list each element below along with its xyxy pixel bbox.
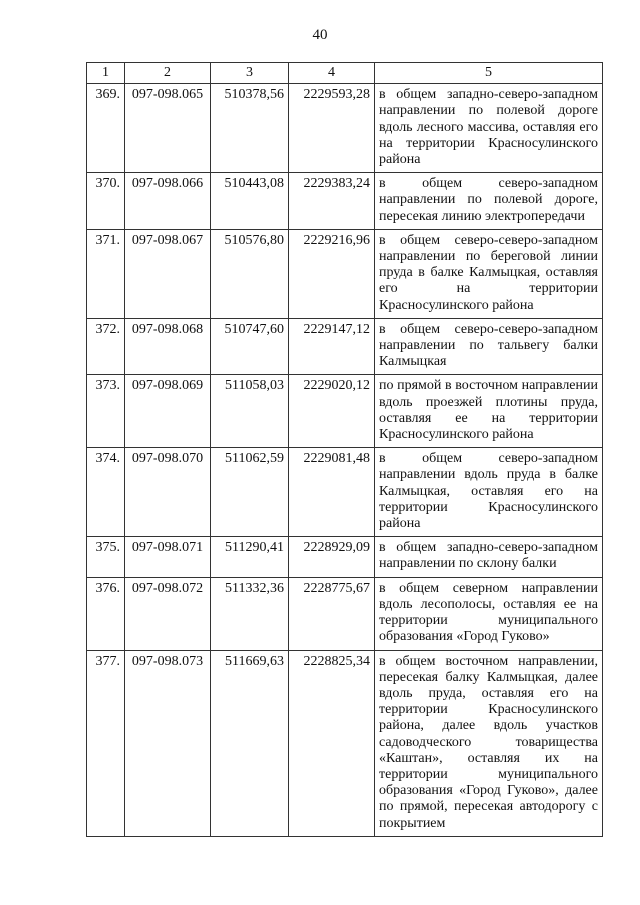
x-coordinate: 510443,08 [211, 173, 289, 230]
y-coordinate: 2229081,48 [289, 448, 375, 537]
x-coordinate: 510378,56 [211, 84, 289, 173]
table-row [87, 173, 603, 230]
y-coordinate: 2229383,24 [289, 173, 375, 230]
y-coordinate: 2229020,12 [289, 375, 375, 448]
boundary-points-table [86, 62, 603, 837]
table-row [87, 537, 603, 577]
x-coordinate: 510747,60 [211, 318, 289, 375]
point-code: 097-098.073 [125, 650, 211, 836]
column-header-number: 1 [87, 63, 125, 84]
row-number: 369. [87, 84, 125, 173]
table-row [87, 318, 603, 375]
boundary-description: в общем северном направлении вдоль лесополосы, оставляя ее на территории муниципального образования «Город Гуково» [375, 577, 603, 650]
y-coordinate: 2229216,96 [289, 229, 375, 318]
x-coordinate: 511062,59 [211, 448, 289, 537]
boundary-description: в общем западно-северо-западном направлении по склону балки [375, 537, 603, 577]
y-coordinate: 2228825,34 [289, 650, 375, 836]
y-coordinate: 2228775,67 [289, 577, 375, 650]
table-row [87, 650, 603, 836]
point-code: 097-098.068 [125, 318, 211, 375]
row-number: 374. [87, 448, 125, 537]
table-row [87, 84, 603, 173]
boundary-description: по прямой в восточном направлении вдоль проезжей плотины пруда, оставляя ее на территории Красносулинского района [375, 375, 603, 448]
table-row [87, 448, 603, 537]
y-coordinate: 2229593,28 [289, 84, 375, 173]
row-number: 370. [87, 173, 125, 230]
row-number: 373. [87, 375, 125, 448]
row-number: 371. [87, 229, 125, 318]
y-coordinate: 2229147,12 [289, 318, 375, 375]
boundary-description: в общем северо-западном направлении по полевой дороге, пересекая линию электропередачи [375, 173, 603, 230]
boundary-description: в общем восточном направлении, пересекая балку Калмыцкая, далее вдоль пруда, оставляя его на территории Красносулинского района, далее вдоль участков садоводческого товарищества «Каштан», оставляя их на территории муниципального образования «Город Гуково», далее по прямой, пересекая автодорогу с покрытием [375, 650, 603, 836]
boundary-description: в общем северо-западном направлении вдоль пруда в балке Калмыцкая, оставляя его на территории Красносулинского района [375, 448, 603, 537]
column-header-x-coordinate: 3 [211, 63, 289, 84]
row-number: 377. [87, 650, 125, 836]
point-code: 097-098.070 [125, 448, 211, 537]
column-header-description: 5 [375, 63, 603, 84]
column-header-point-code: 2 [125, 63, 211, 84]
table-header-row [87, 63, 603, 84]
point-code: 097-098.071 [125, 537, 211, 577]
table-row [87, 375, 603, 448]
x-coordinate: 511290,41 [211, 537, 289, 577]
point-code: 097-098.067 [125, 229, 211, 318]
x-coordinate: 511058,03 [211, 375, 289, 448]
row-number: 376. [87, 577, 125, 650]
point-code: 097-098.069 [125, 375, 211, 448]
table-row [87, 577, 603, 650]
point-code: 097-098.072 [125, 577, 211, 650]
boundary-description: в общем западно-северо-западном направлении по полевой дороге вдоль лесного массива, оставляя его на территории Красносулинского района [375, 84, 603, 173]
column-header-y-coordinate: 4 [289, 63, 375, 84]
row-number: 375. [87, 537, 125, 577]
boundary-description: в общем северо-северо-западном направлении по береговой линии пруда в балке Калмыцкая, оставляя его на территории Красносулинского района [375, 229, 603, 318]
x-coordinate: 510576,80 [211, 229, 289, 318]
y-coordinate: 2228929,09 [289, 537, 375, 577]
table-row [87, 229, 603, 318]
x-coordinate: 511669,63 [211, 650, 289, 836]
x-coordinate: 511332,36 [211, 577, 289, 650]
row-number: 372. [87, 318, 125, 375]
point-code: 097-098.066 [125, 173, 211, 230]
page-number: 40 [312, 27, 328, 43]
point-code: 097-098.065 [125, 84, 211, 173]
boundary-description: в общем северо-северо-западном направлении по тальвегу балки Калмыцкая [375, 318, 603, 375]
